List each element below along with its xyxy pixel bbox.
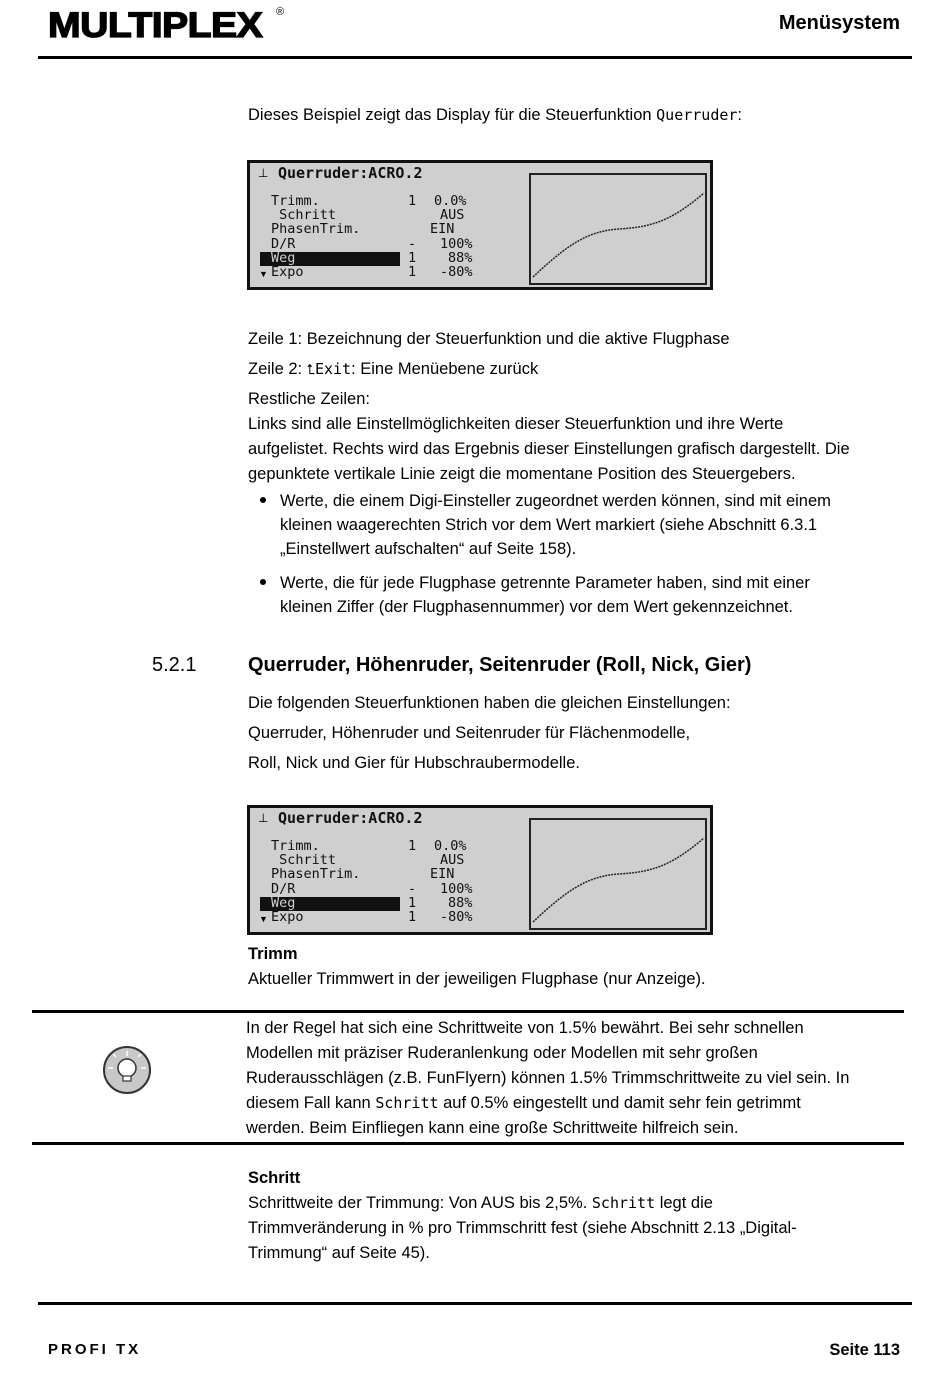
lcd-row-mark: 1 <box>408 193 417 209</box>
bullet-text: Werte, die einem Digi-Einsteller zugeordnet werden können, sind mit einem <box>280 492 831 510</box>
trimm-heading: Trimm <box>248 945 298 963</box>
lcd-row-value: 88% <box>448 250 473 266</box>
lcd-curve-graph <box>529 173 707 285</box>
rest-line: gepunktete vertikale Linie zeigt die momentane Position des Steuergebers. <box>248 465 796 483</box>
multiplex-logo: MULTIPLEX <box>48 6 263 45</box>
lcd-row-mark: - <box>408 236 417 252</box>
lcd-row-label: D/R <box>271 236 296 252</box>
rest-heading: Restliche Zeilen: <box>248 390 370 408</box>
lcd-row-mark: - <box>408 881 417 897</box>
lcd-row-value: EIN <box>430 866 455 882</box>
lcd-row-value: -80% <box>440 264 473 280</box>
schritt-line: Trimmung“ auf Seite 45). <box>248 1244 430 1262</box>
lcd-row-label: Expo <box>271 909 304 925</box>
rest-line: aufgelistet. Rechts wird das Ergebnis dieser Einstellungen grafisch dargestellt. Die <box>248 440 850 458</box>
exit-arrow-icon: ⊥ <box>258 166 269 180</box>
tip-line: In der Regel hat sich eine Schrittweite von 1.5% bewährt. Bei sehr schnellen <box>246 1019 804 1037</box>
lcd-row-label: Weg <box>271 895 296 911</box>
lcd-row-mark: 1 <box>408 838 417 854</box>
lcd-row-label: PhasenTrim. <box>271 866 361 882</box>
exit-icon: ⮤ <box>306 361 315 377</box>
lcd-row-label: Weg <box>271 250 296 266</box>
lcd-row-value: -80% <box>440 909 473 925</box>
scroll-down-icon: ▼ <box>259 914 268 924</box>
lcd-row-value: AUS <box>440 207 465 223</box>
lcd-row-label: PhasenTrim. <box>271 221 361 237</box>
bullet-text: „Einstellwert aufschalten“ auf Seite 158). <box>280 540 577 558</box>
lcd-display-2 <box>247 805 713 935</box>
bullet-text: Werte, die für jede Flugphase getrennte Parameter haben, sind mit einer <box>280 574 810 592</box>
section-line: Die folgenden Steuerfunktionen haben die gleichen Einstellungen: <box>248 694 731 712</box>
tip-line: Modellen mit präziser Ruderanlenkung oder Modellen mit sehr großen <box>246 1044 758 1062</box>
lcd-row-value: EIN <box>430 221 455 237</box>
explanation-line1: Zeile 1: Bezeichnung der Steuerfunktion und die aktive Flugphase <box>248 330 730 348</box>
section-line: Querruder, Höhenruder und Seitenruder für Flächenmodelle, <box>248 724 691 742</box>
intro-text: Dieses Beispiel zeigt das Display für die Steuerfunktion Querruder: <box>248 106 743 124</box>
tip-bottom-rule <box>32 1142 904 1145</box>
lcd-row-label: Expo <box>271 264 304 280</box>
section-number: 5.2.1 <box>152 654 197 676</box>
tip-line: Ruderausschlägen (z.B. FunFlyern) können 1.5% Trimmschrittweite zu viel sein. In <box>246 1069 850 1087</box>
lcd-row-value: 0.0% <box>434 193 467 209</box>
lcd-row-value: 88% <box>448 895 473 911</box>
lcd-title: Querruder:ACRO.2 <box>278 164 423 182</box>
bullet-text: kleinen waagerechten Strich vor dem Wert markiert (siehe Abschnitt 6.3.1 <box>280 516 818 534</box>
tip-line: diesem Fall kann Schritt auf 0.5% eingestellt und damit sehr fein getrimmt <box>246 1094 801 1112</box>
lcd-row-mark: 1 <box>408 264 417 280</box>
tip-lightbulb-icon <box>103 1046 151 1094</box>
header-rule <box>38 56 912 59</box>
section-line: Roll, Nick und Gier für Hubschraubermodelle. <box>248 754 580 772</box>
rest-line: Links sind alle Einstellmöglichkeiten dieser Steuerfunktion und ihre Werte <box>248 415 784 433</box>
lcd-row-mark: 1 <box>408 895 417 911</box>
lcd-display-1 <box>247 160 713 290</box>
lcd-row-value: 100% <box>440 881 473 897</box>
schritt-line: Schrittweite der Trimmung: Von AUS bis 2,5%. Schritt legt die <box>248 1194 713 1212</box>
lcd-row-value: 100% <box>440 236 473 252</box>
schritt-line: Trimmveränderung in % pro Trimmschritt fest (siehe Abschnitt 2.13 „Digital- <box>248 1219 797 1237</box>
lcd-row-mark: 1 <box>408 250 417 266</box>
registered-mark: ® <box>276 6 285 18</box>
exit-arrow-icon: ⊥ <box>258 811 269 825</box>
footer-product: PROFI TX <box>48 1341 142 1358</box>
explanation-line2: Zeile 2: ⮤Exit: Eine Menüebene zurück <box>248 360 539 378</box>
lcd-row-mark: 1 <box>408 909 417 925</box>
scroll-down-icon: ▼ <box>259 269 268 279</box>
section-title: Querruder, Höhenruder, Seitenruder (Roll, Nick, Gier) <box>248 654 752 676</box>
lcd-title: Querruder:ACRO.2 <box>278 809 423 827</box>
tip-top-rule <box>32 1010 904 1013</box>
lcd-row-label: Trimm. <box>271 193 320 209</box>
bullet-dot <box>260 579 266 585</box>
bullet-text: kleinen Ziffer (der Flugphasennummer) vor dem Wert gekennzeichnet. <box>280 598 793 616</box>
page-header-title: Menüsystem <box>778 12 900 34</box>
lcd-curve-graph <box>529 818 707 930</box>
lcd-row-value: AUS <box>440 852 465 868</box>
schritt-heading: Schritt <box>248 1169 301 1187</box>
trimm-text: Aktueller Trimmwert in der jeweiligen Flugphase (nur Anzeige). <box>248 970 706 988</box>
lcd-row-label: Trimm. <box>271 838 320 854</box>
lcd-row-label: Schritt <box>271 207 337 223</box>
lcd-row-label: Schritt <box>271 852 337 868</box>
lcd-row-label: D/R <box>271 881 296 897</box>
tip-line: werden. Beim Einfliegen kann eine große Schrittweite hilfreich sein. <box>246 1119 739 1137</box>
footer-page-number: Seite 113 <box>829 1341 900 1359</box>
lcd-row-value: 0.0% <box>434 838 467 854</box>
footer-rule <box>38 1302 912 1305</box>
bullet-dot <box>260 497 266 503</box>
